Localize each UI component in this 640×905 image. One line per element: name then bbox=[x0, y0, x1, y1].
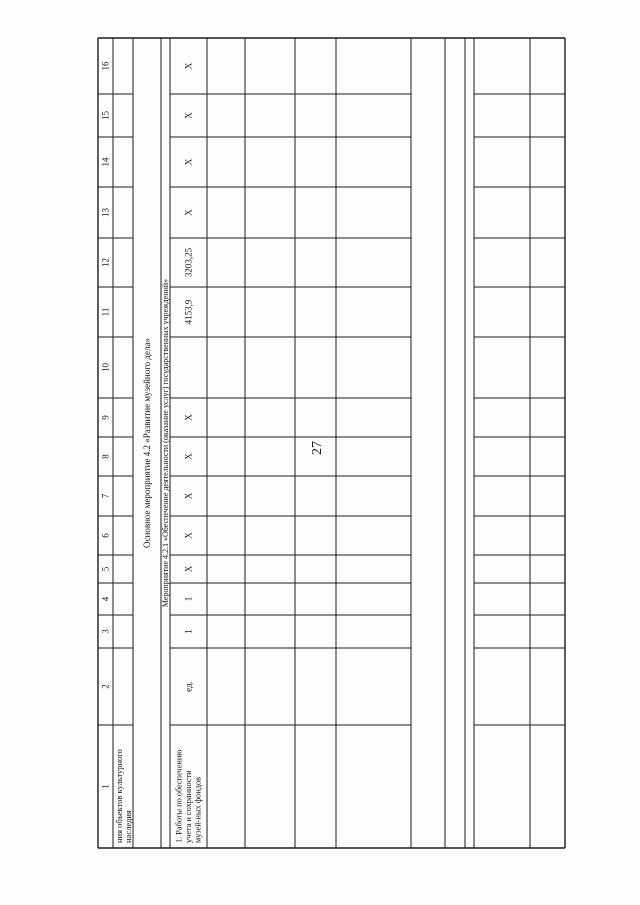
table-cell: X bbox=[183, 492, 194, 500]
column-header-13: 13 bbox=[100, 208, 111, 217]
table-cell: X bbox=[183, 158, 194, 166]
column-header-6: 6 bbox=[100, 533, 111, 538]
column-header-2: 2 bbox=[100, 684, 111, 689]
row-label: 1. Работы по обеспечению bbox=[174, 749, 184, 843]
table-cell: X bbox=[183, 414, 194, 421]
table-cell: 1 bbox=[183, 629, 194, 634]
row-label: музей-ных фондов bbox=[193, 776, 203, 843]
column-header-16: 16 bbox=[100, 61, 111, 71]
column-header-5: 5 bbox=[100, 566, 111, 572]
table-cell: ед. bbox=[183, 681, 194, 692]
column-header-9: 9 bbox=[100, 415, 111, 420]
section-heading-museum-main: Основное мероприятие 4.2 «Развитие музейного дела» bbox=[142, 338, 152, 548]
table-cell: X bbox=[183, 532, 194, 539]
table-cell: X bbox=[183, 112, 194, 119]
column-header-11: 11 bbox=[100, 307, 111, 317]
table-cell: X bbox=[183, 62, 194, 70]
column-header-12: 12 bbox=[100, 258, 111, 267]
column-header-8: 8 bbox=[100, 454, 111, 459]
column-header-3: 3 bbox=[100, 629, 111, 634]
column-header-10: 10 bbox=[100, 363, 111, 372]
row-label: учета и сохранности bbox=[184, 770, 193, 843]
column-header-14: 14 bbox=[100, 157, 111, 167]
table-cell: 3203,25 bbox=[183, 247, 194, 278]
remnant-text: наследия bbox=[123, 810, 133, 843]
column-header-15: 15 bbox=[100, 111, 111, 120]
page-number: 27 bbox=[310, 441, 325, 455]
table-cell: X bbox=[183, 565, 194, 573]
section-heading-museum-sub: Мероприятие 4.2.1 «Обеспечение деятельности (оказание услуг) государственных учреждений» bbox=[161, 278, 170, 608]
remnant-text: ния объектов культурного bbox=[114, 749, 124, 843]
column-header-1: 1 bbox=[100, 784, 111, 789]
table-cell: 1 bbox=[183, 596, 194, 602]
column-header-4: 4 bbox=[100, 596, 111, 602]
table-cell: X bbox=[183, 453, 194, 460]
table-cell: X bbox=[183, 209, 194, 216]
table-cell: 4153,9 bbox=[183, 299, 194, 325]
column-header-7: 7 bbox=[100, 493, 111, 499]
